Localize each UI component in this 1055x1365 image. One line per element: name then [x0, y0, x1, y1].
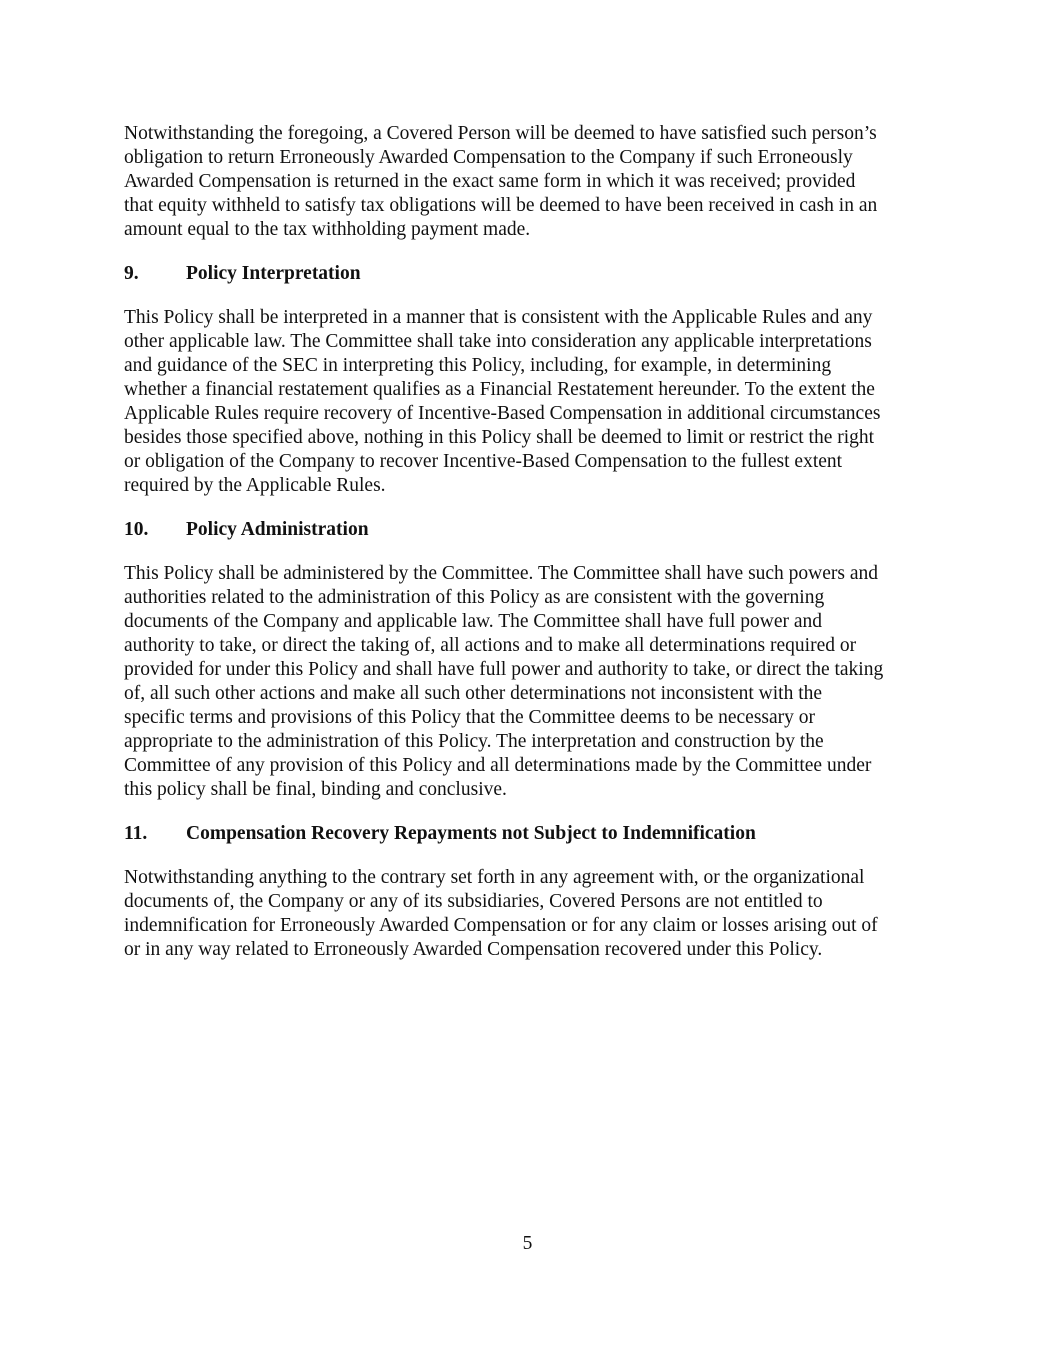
section-title: Policy Interpretation [186, 263, 361, 284]
section-body-9: This Policy shall be interpreted in a manner that is consistent with the Applicable Rules and any other applicable law. The Committee shall take into consideration any applicable interpretations and guidance of the SEC in interpreting this Policy, including, for example, in determining whether a financial restatement qualifies as a Financial Restatement hereunder. To the extent the Applicable Rules require recovery of Incentive-Based Compensation in additional circumstances besides those specified above, nothing in this Policy shall be deemed to limit or restrict the right or obligation of the Company to recover Incentive-Based Compensation to the fullest extent required by the Applicable Rules. [124, 307, 881, 496]
section-number: 11. [124, 823, 148, 844]
section-title: Policy Administration [186, 519, 369, 540]
section-heading-11 [124, 822, 934, 846]
section-heading-10 [124, 518, 934, 542]
page-number: 5 [522, 1233, 533, 1254]
section-number: 10. [124, 519, 149, 540]
section-body-11: Notwithstanding anything to the contrary set forth in any agreement with, or the organizational documents of, the Company or any of its subsidiaries, Covered Persons are not entitled to indemnification for Erroneously Awarded Compensation or for any claim or losses arising out of or in any way related to Erroneously Awarded Compensation recovered under this Policy. [124, 867, 878, 960]
section-number: 9. [124, 263, 139, 284]
intro-paragraph: Notwithstanding the foregoing, a Covered Person will be deemed to have satisfied such person’s obligation to return Erroneously Awarded Compensation to the Company if such Erroneously Awarded Compensation is returned in the exact same form in which it was received; provided that equity withheld to satisfy tax obligations will be deemed to have been received in cash in an amount equal to the tax withholding payment made. [124, 123, 878, 240]
document-page [124, 122, 934, 982]
section-title: Compensation Recovery Repayments not Subject to Indemnification [186, 823, 756, 844]
section-body-10: This Policy shall be administered by the Committee. The Committee shall have such powers and authorities related to the administration of this Policy as are consistent with the governing documents of the Company and applicable law. The Committee shall have full power and authority to take, or direct the taking of, all actions and to make all determinations required or provided for under this Policy and shall have full power and authority to take, or direct the taking of, all such other actions and make all such other determinations not inconsistent with the specific terms and provisions of this Policy that the Committee deems to be necessary or appropriate to the administration of this Policy. The interpretation and construction by the Committee of any provision of this Policy and all determinations made by the Committee under this policy shall be final, binding and conclusive. [124, 563, 884, 800]
section-heading-9 [124, 262, 934, 286]
